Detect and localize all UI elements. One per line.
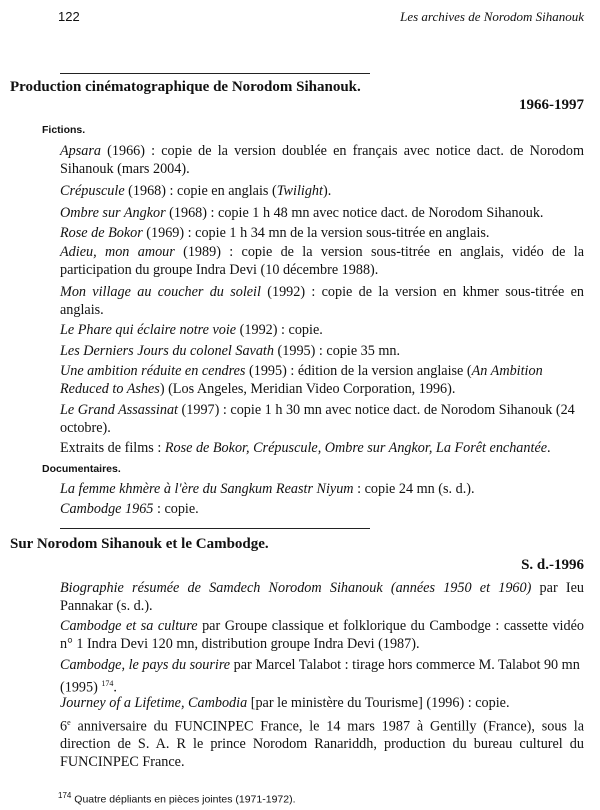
- section-rule: [60, 73, 370, 74]
- list-item: Apsara (1966) : copie de la version doublée en français avec notice dact. de Norodom Sihanouk (mars 2004).: [60, 143, 584, 177]
- list-item: Cambodge 1965 : copie.: [60, 501, 199, 517]
- list-item: Adieu, mon amour (1989) : copie de la version sous-titrée en anglais, vidéo de la participation du groupe Indra Devi (10 décembre 1988).: [60, 244, 584, 278]
- list-item: Journey of a Lifetime, Cambodia [par le ministère du Tourisme] (1996) : copie.: [60, 695, 510, 711]
- list-item: Cambodge et sa culture par Groupe classique et folklorique du Cambodge : cassette vidéo n° 1 Indra Devi 120 mn, distribution groupe Indra Devi (1987).: [60, 618, 584, 652]
- footnote-ref: 174: [101, 678, 114, 688]
- list-item: Le Grand Assassinat (1997) : copie 1 h 30 mn avec notice dact. de Norodom Sihanouk (24 octobre).: [60, 402, 575, 436]
- list-item: Rose de Bokor (1969) : copie 1 h 34 mn de la version sous-titrée en anglais.: [60, 225, 490, 241]
- date-range: 1966-1997: [519, 97, 584, 113]
- subsection-label: Fictions.: [42, 124, 86, 136]
- section-title: Sur Norodom Sihanouk et le Cambodge.: [10, 536, 269, 552]
- section-title: Production cinématographique de Norodom Sihanouk.: [10, 79, 361, 95]
- subsection-label: Documentaires.: [42, 463, 121, 475]
- list-item: Une ambition réduite en cendres (1995) : édition de la version anglaise (An Ambition Reduced to Ashes) (Los Angeles, Meridian Video Corporation, 1996).: [60, 363, 543, 397]
- section-rule: [60, 528, 370, 529]
- page-number: 122: [58, 9, 80, 24]
- list-item: Extraits de films : Rose de Bokor, Crépuscule, Ombre sur Angkor, La Forêt enchantée.: [60, 440, 551, 456]
- footnote: $^{174}$ Quatre dépliants en pièces jointes (1971-1972).: [58, 791, 296, 806]
- list-item: 6e anniversaire du FUNCINPEC France, le 14 mars 1987 à Gentilly (France), sous la direction de S. A. R le prince Norodom Ranariddh, production du bureau culturel du FUNCINPEC France.: [60, 718, 584, 770]
- list-item: Le Phare qui éclaire notre voie (1992) : copie.: [60, 322, 323, 338]
- date-range: S. d.-1996: [521, 557, 584, 573]
- list-item: La femme khmère à l'ère du Sangkum Reastr Niyum : copie 24 mn (s. d.).: [60, 481, 475, 497]
- list-item: Cambodge, le pays du sourire par Marcel Talabot : tirage hors commerce M. Talabot 90 mn (1995) $^{174}$.: [60, 657, 580, 696]
- list-item: Mon village au coucher du soleil (1992) : copie de la version en khmer sous-titrée en anglais.: [60, 284, 585, 318]
- list-item: Ombre sur Angkor (1968) : copie 1 h 48 mn avec notice dact. de Norodom Sihanouk.: [60, 205, 544, 221]
- list-item: Biographie résumée de Samdech Norodom Sihanouk (années 1950 et 1960) par Ieu Pannakar (s. d.).: [60, 580, 584, 614]
- running-title: Les archives de Norodom Sihanouk: [400, 9, 584, 24]
- list-item: Crépuscule (1968) : copie en anglais (Twilight).: [60, 183, 332, 199]
- list-item: Les Derniers Jours du colonel Savath (1995) : copie 35 mn.: [60, 343, 401, 359]
